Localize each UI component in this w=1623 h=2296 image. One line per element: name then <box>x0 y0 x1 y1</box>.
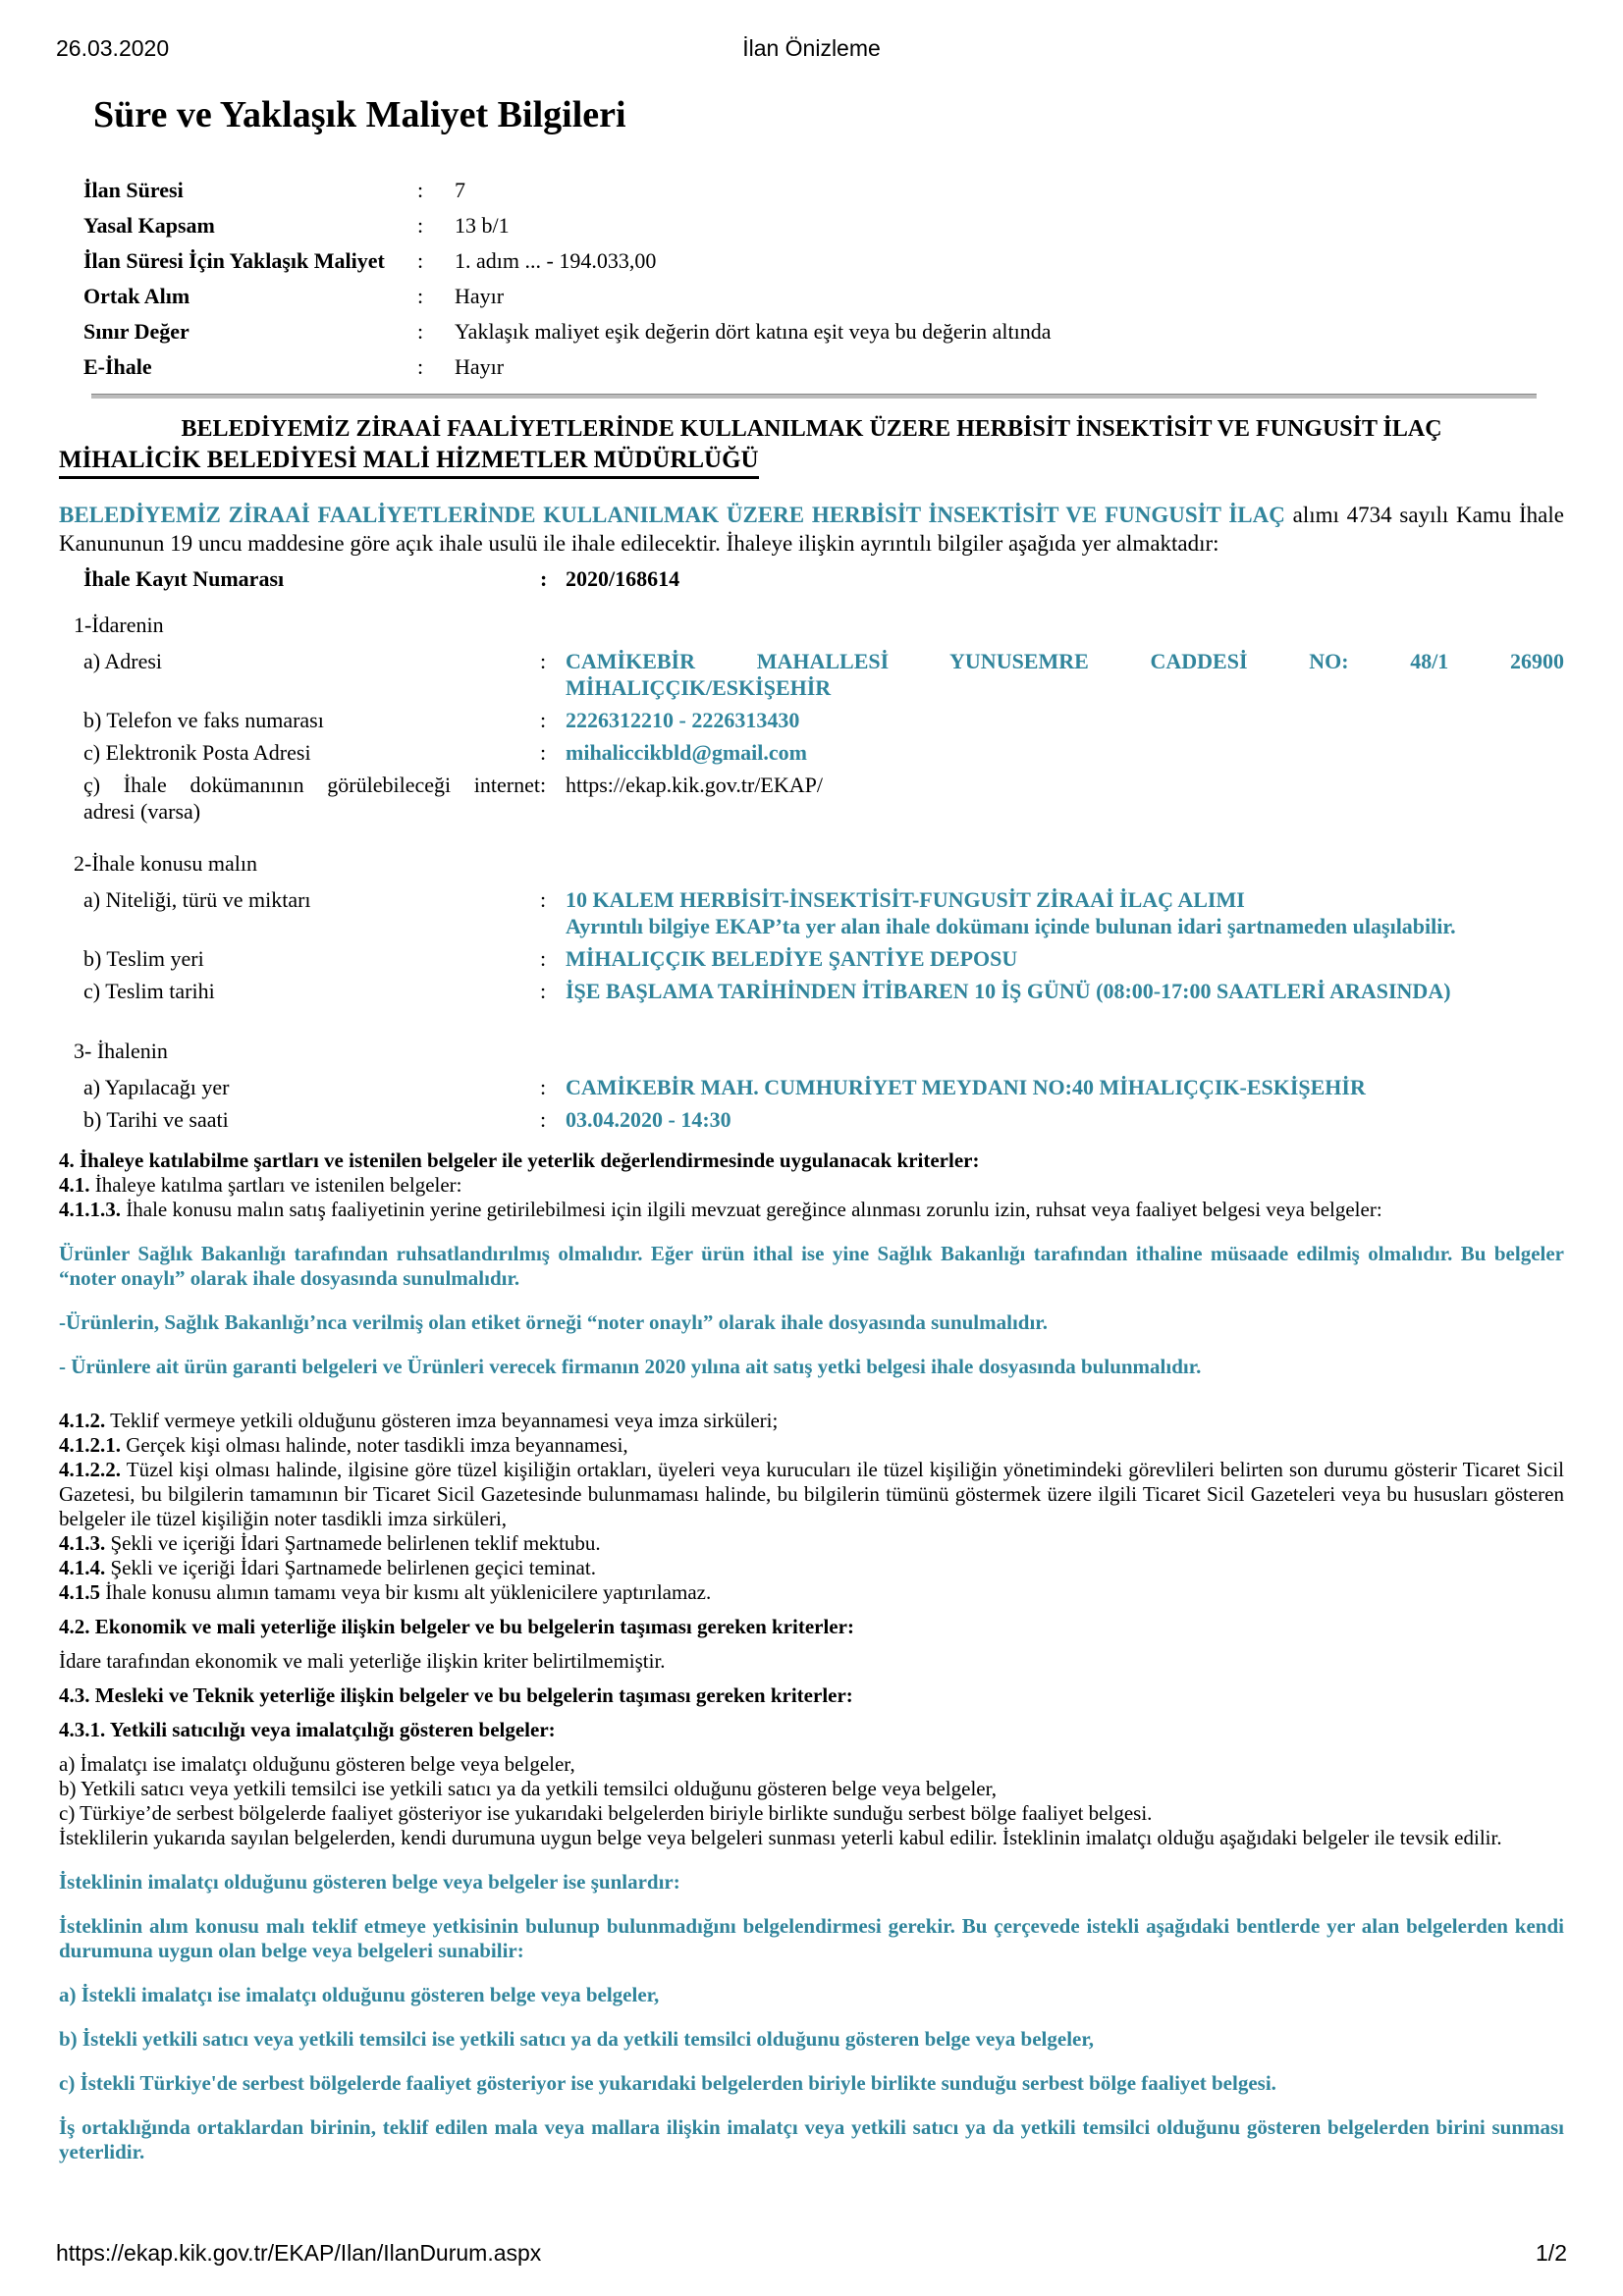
clause-text: İsteklinin alım konusu malı teklif etmeye yetkisinin bulunup bulunmadığını belgelendirmesi gerekir. Bu çerçevede istekli aşağıdaki bentlerde yer alan belgelerden kendi durumuna uygun olan belge veya belgeleri sunabilir: <box>59 1914 1564 1962</box>
field-value: 03.04.2020 - 14:30 <box>566 1107 731 1132</box>
clause-number: 4.1.2.2. <box>59 1458 121 1481</box>
field-label: a) Yapılacağı yer <box>83 1075 230 1099</box>
clause-text: Mesleki ve Teknik yeterliğe ilişkin belgeler ve bu belgelerin taşıması gereken kriterler: <box>89 1683 853 1707</box>
row-label: Yasal Kapsam <box>83 213 215 238</box>
label-line2: adresi (varsa) <box>83 799 201 824</box>
table-row <box>83 318 1564 345</box>
field-value: 2226312210 - 2226313430 <box>566 708 800 732</box>
announcement-heading-line2: MİHALİCİK BELEDİYESİ MALİ HİZMETLER MÜDÜRLÜĞÜ <box>59 446 759 479</box>
field-value: mihaliccikbld@gmail.com <box>566 740 807 765</box>
criteria-paragraph <box>59 1310 1564 1335</box>
criteria-paragraph <box>59 1870 1564 1895</box>
colon-separator <box>540 565 566 592</box>
criteria-paragraph <box>59 1458 1564 1531</box>
section1-heading: 1-İdarenin <box>74 613 164 637</box>
colon-separator <box>540 945 566 972</box>
clause-text: Ekonomik ve mali yeterliğe ilişkin belgeler ve bu belgelerin taşıması gereken kriterler: <box>89 1615 854 1638</box>
clause-text: İhale konusu malın satış faaliyetinin yerine getirilebilmesi için ilgili mevzuat gereğince alınması zorunlu izin, ruhsat veya faaliyet belgesi veya belgeler: <box>121 1198 1382 1221</box>
field-label <box>83 772 540 825</box>
clause-text: a) İstekli imalatçı ise imalatçı olduğunu gösteren belge veya belgeler, <box>59 1983 660 2006</box>
page-number: 1/2 <box>1536 2240 1567 2266</box>
clause-number: 4.1.1.3. <box>59 1198 121 1221</box>
clause-text: İsteklinin imalatçı olduğunu gösteren belge veya belgeler ise şunlardır: <box>59 1870 680 1894</box>
field-label: b) Teslim yeri <box>83 946 204 971</box>
colon-separator <box>540 739 566 766</box>
colon-separator <box>417 283 455 309</box>
criteria-paragraph <box>59 1409 1564 1433</box>
clause-number: 4.3.1. <box>59 1718 106 1741</box>
field-label: a) Niteliği, türü ve miktarı <box>83 887 311 912</box>
footer-url: https://ekap.kik.gov.tr/EKAP/Ilan/IlanDurum.aspx <box>56 2240 542 2266</box>
clause-number: 4.1.3. <box>59 1531 106 1555</box>
field-value: MİHALIÇÇIK BELEDİYE ŞANTİYE DEPOSU <box>566 946 1018 971</box>
row-value: Hayır <box>455 354 505 379</box>
colon-separator <box>540 648 566 701</box>
clause-text: Şekli ve içeriği İdari Şartnamede belirlenen geçici teminat. <box>105 1556 596 1579</box>
colon-separator <box>540 707 566 733</box>
section2-heading: 2-İhale konusu malın <box>74 851 257 876</box>
criteria-paragraph <box>59 1433 1564 1458</box>
clause-text: Tüzel kişi olması halinde, ilgisine göre tüzel kişiliğin ortakları, üyeleri veya kurucuları ile tüzel kişiliğin yönetimindeki görevlileri belirten son durumu gösterir Ticaret Sicil Gazetesi, bu bilgilerin tamamının bir Ticaret Sicil Gazetesinde bulunmaması halinde, bu bilgilerin tümünü göstermek üzere ilgili Ticaret Sicil Gazeteleri veya bu hususları gösteren belgeler ile tüzel kişiliğin noter tasdikli imza sirküleri, <box>59 1458 1564 1530</box>
criteria-paragraph <box>59 1173 1564 1198</box>
criteria-paragraph <box>59 2027 1564 2052</box>
colon-separator <box>540 772 566 825</box>
clause-text: c) İstekli Türkiye'de serbest bölgelerde faaliyet gösteriyor ise yukarıdaki belgelerden biriyle birlikte sunduğu serbest bölge faaliyet belgesi. <box>59 2071 1276 2095</box>
clause-text: İsteklilerin yukarıda sayılan belgelerden, kendi durumuna uygun belge veya belgeleri sunması yeterli kabul edilir. İsteklinin imalatçı olduğu aşağıdaki belgeler ile tevsik edilir. <box>59 1826 1502 1849</box>
clause-number: 4. <box>59 1148 75 1172</box>
clause-text: c) Türkiye’de serbest bölgelerde faaliyet gösteriyor ise yukarıdaki belgelerden biriyle birlikte sunduğu serbest bölge faaliyet belgesi. <box>59 1801 1153 1825</box>
criteria-paragraph <box>59 1983 1564 2007</box>
clause-number: 4.1.2.1. <box>59 1433 121 1457</box>
section3-heading: 3- İhalenin <box>74 1039 168 1063</box>
page-footer <box>56 2240 1567 2267</box>
colon-separator <box>540 886 566 939</box>
row-label: Ortak Alım <box>83 284 190 308</box>
field-nitelik <box>83 886 1564 939</box>
clause-text: Teklif vermeye yetkili olduğunu gösteren imza beyannamesi veya imza sirküleri; <box>105 1409 779 1432</box>
row-label: İhale Kayıt Numarası <box>83 566 285 591</box>
clause-text: İş ortaklığında ortaklardan birinin, teklif edilen mala veya mallara ilişkin imalatçı veya yetkili satıcı ya da yetkili temsilci olduğunu gösteren belgelerden birini sunması yeterlidir. <box>59 2115 1564 2163</box>
clause-text: İhaleye katılabilme şartları ve istenilen belgeler ile yeterlik değerlendirmesinde uygulanacak kriterler: <box>74 1148 980 1172</box>
criteria-paragraph <box>59 1556 1564 1580</box>
criteria-paragraph <box>59 2115 1564 2164</box>
horizontal-rule <box>91 394 1537 399</box>
row-label: İlan Süresi <box>83 178 184 202</box>
clause-text: İhale konusu alımın tamamı veya bir kısmı alt yüklenicilere yaptırılamaz. <box>100 1580 712 1604</box>
clause-text: İhaleye katılma şartları ve istenilen belgeler: <box>89 1173 462 1197</box>
row-value: 2020/168614 <box>566 566 680 591</box>
document-body <box>0 94 1623 2164</box>
address-line1: CAMİKEBİR MAHALLESİ YUNUSEMRE CADDESİ NO: 48/1 26900 <box>566 649 1564 673</box>
intro-paragraph <box>59 501 1564 558</box>
colon-separator <box>417 353 455 380</box>
row-value: 1. adım ... - 194.033,00 <box>455 248 657 273</box>
criteria-paragraph <box>59 1615 1564 1639</box>
clause-text: - Ürünlere ait ürün garanti belgeleri ve Ürünleri verecek firmanın 2020 yılına ait satış yetki belgesi ihale dosyasında bulunmalıdır. <box>59 1355 1202 1378</box>
criteria-paragraph <box>59 1580 1564 1605</box>
row-label: İlan Süresi İçin Yaklaşık Maliyet <box>83 248 385 273</box>
criteria-section <box>59 1148 1564 2164</box>
clause-text: a) İmalatçı ise imalatçı olduğunu gösteren belge veya belgeler, <box>59 1752 575 1776</box>
criteria-paragraph <box>59 1148 1564 1173</box>
colon-separator <box>540 1074 566 1100</box>
field-label: b) Telefon ve faks numarası <box>83 708 324 732</box>
label-line1: ç) İhale dokümanının görülebileceği internet <box>83 773 540 797</box>
criteria-paragraph <box>59 1531 1564 1556</box>
field-value <box>566 886 1564 939</box>
field-yapilacagi-yer <box>83 1074 1564 1100</box>
colon-separator <box>540 1106 566 1133</box>
table-row <box>83 177 1564 203</box>
criteria-paragraph <box>59 2071 1564 2096</box>
clause-number: 4.1. <box>59 1173 90 1197</box>
criteria-paragraph <box>59 1801 1564 1826</box>
nitelik-value: 10 KALEM HERBİSİT-İNSEKTİSİT-FUNGUSİT ZİRAAİ İLAÇ ALIMI <box>566 887 1245 912</box>
announcement-heading-line2-wrap <box>59 446 1564 479</box>
clause-text: b) İstekli yetkili satıcı veya yetkili temsilci ise yetkili satıcı ya da yetkili temsilci olduğunu gösteren belge veya belgeler, <box>59 2027 1094 2051</box>
intro-highlight: BELEDİYEMİZ ZİRAAİ FAALİYETLERİNDE KULLANILMAK ÜZERE HERBİSİT İNSEKTİSİT VE FUNGUSİT İLAÇ <box>59 503 1285 527</box>
field-label: c) Elektronik Posta Adresi <box>83 740 311 765</box>
clause-number: 4.3. <box>59 1683 90 1707</box>
criteria-paragraph <box>59 1355 1564 1379</box>
header-date: 26.03.2020 <box>56 35 170 61</box>
field-value: CAMİKEBİR MAH. CUMHURİYET MEYDANI NO:40 MİHALIÇÇIK-ESKİŞEHİR <box>566 1075 1366 1099</box>
clause-text: b) Yetkili satıcı veya yetkili temsilci ise yetkili satıcı ya da yetkili temsilci olduğunu gösteren belge veya belgeler, <box>59 1777 998 1800</box>
clause-number: 4.2. <box>59 1615 90 1638</box>
header-title: İlan Önizleme <box>742 35 881 61</box>
field-internet-adresi <box>83 772 1564 825</box>
colon-separator <box>417 177 455 203</box>
row-value: 13 b/1 <box>455 213 510 238</box>
clause-text: İdare tarafından ekonomik ve mali yeterliğe ilişkin kriter belirtilmemiştir. <box>59 1649 666 1673</box>
row-label: Sınır Değer <box>83 319 189 344</box>
criteria-paragraph <box>59 1683 1564 1708</box>
colon-separator <box>540 978 566 1004</box>
table-row <box>83 353 1564 380</box>
field-teslim-tarihi <box>83 978 1564 1004</box>
criteria-paragraph <box>59 1198 1564 1222</box>
clause-text: -Ürünlerin, Sağlık Bakanlığı’nca verilmiş olan etiket örneği “noter onaylı” olarak ihale dosyasında sunulmalıdır. <box>59 1310 1048 1334</box>
criteria-paragraph <box>59 1777 1564 1801</box>
criteria-paragraph <box>59 1826 1564 1850</box>
field-adresi <box>83 648 1564 701</box>
field-value <box>566 648 1564 701</box>
field-label: a) Adresi <box>83 649 163 673</box>
field-eposta <box>83 739 1564 766</box>
criteria-paragraph <box>59 1914 1564 1963</box>
clause-number: 4.1.4. <box>59 1556 106 1579</box>
row-label: E-İhale <box>83 354 152 379</box>
field-label: b) Tarihi ve saati <box>83 1107 229 1132</box>
clause-number: 4.1.5 <box>59 1580 100 1604</box>
criteria-paragraph <box>59 1649 1564 1674</box>
field-value: https://ekap.kik.gov.tr/EKAP/ <box>566 773 823 797</box>
table-row <box>83 283 1564 309</box>
clause-text: Yetkili satıcılığı veya imalatçılığı gösteren belgeler: <box>105 1718 556 1741</box>
clause-number: 4.1.2. <box>59 1409 106 1432</box>
address-line2: MİHALIÇÇIK/ESKİŞEHİR <box>566 675 832 700</box>
colon-separator <box>417 212 455 239</box>
field-value: İŞE BAŞLAMA TARİHİNDEN İTİBAREN 10 İŞ GÜNÜ (08:00-17:00 SAATLERİ ARASINDA) <box>566 979 1451 1003</box>
field-teslim-yeri <box>83 945 1564 972</box>
page-title: Süre ve Yaklaşık Maliyet Bilgileri <box>93 94 626 135</box>
field-tarihi-saati <box>83 1106 1564 1133</box>
row-value: Yaklaşık maliyet eşik değerin dört katına eşit veya bu değerin altında <box>455 319 1052 344</box>
table-row <box>83 247 1564 274</box>
table-row <box>83 212 1564 239</box>
clause-text: Gerçek kişi olması halinde, noter tasdikli imza beyannamesi, <box>121 1433 628 1457</box>
criteria-paragraph <box>59 1242 1564 1291</box>
colon-separator <box>417 247 455 274</box>
row-value: Hayır <box>455 284 505 308</box>
nitelik-note: Ayrıntılı bilgiye EKAP’ta yer alan ihale dokümanı içinde bulunan idari şartnameden ulaşılabilir. <box>566 914 1456 938</box>
colon-separator <box>417 318 455 345</box>
field-telefon <box>83 707 1564 733</box>
ihale-kayit-row <box>83 565 1564 592</box>
clause-text: Ürünler Sağlık Bakanlığı tarafından ruhsatlandırılmış olmalıdır. Eğer ürün ithal ise yine Sağlık Bakanlığı tarafından ithaline müsaade edilmiş olmalıdır. Bu belgeler “noter onaylı” olarak ihale dosyasında sunulmalıdır. <box>59 1242 1564 1290</box>
field-label: c) Teslim tarihi <box>83 979 215 1003</box>
announcement-heading-line1: BELEDİYEMİZ ZİRAAİ FAALİYETLERİNDE KULLANILMAK ÜZERE HERBİSİT İNSEKTİSİT VE FUNGUSİT İLAÇ <box>181 416 1442 442</box>
criteria-paragraph <box>59 1752 1564 1777</box>
row-value: 7 <box>455 178 465 202</box>
cost-info-table <box>83 177 1564 380</box>
clause-text: Şekli ve içeriği İdari Şartnamede belirlenen teklif mektubu. <box>105 1531 601 1555</box>
criteria-paragraph <box>59 1718 1564 1742</box>
intro-rest: alımı 4734 sayılı Kamu İhale Kanununun 19 uncu maddesine göre açık ihale usulü ile ihale edilecektir. İhaleye ilişkin ayrıntılı bilgiler aşağıda yer almaktadır: <box>59 503 1564 556</box>
